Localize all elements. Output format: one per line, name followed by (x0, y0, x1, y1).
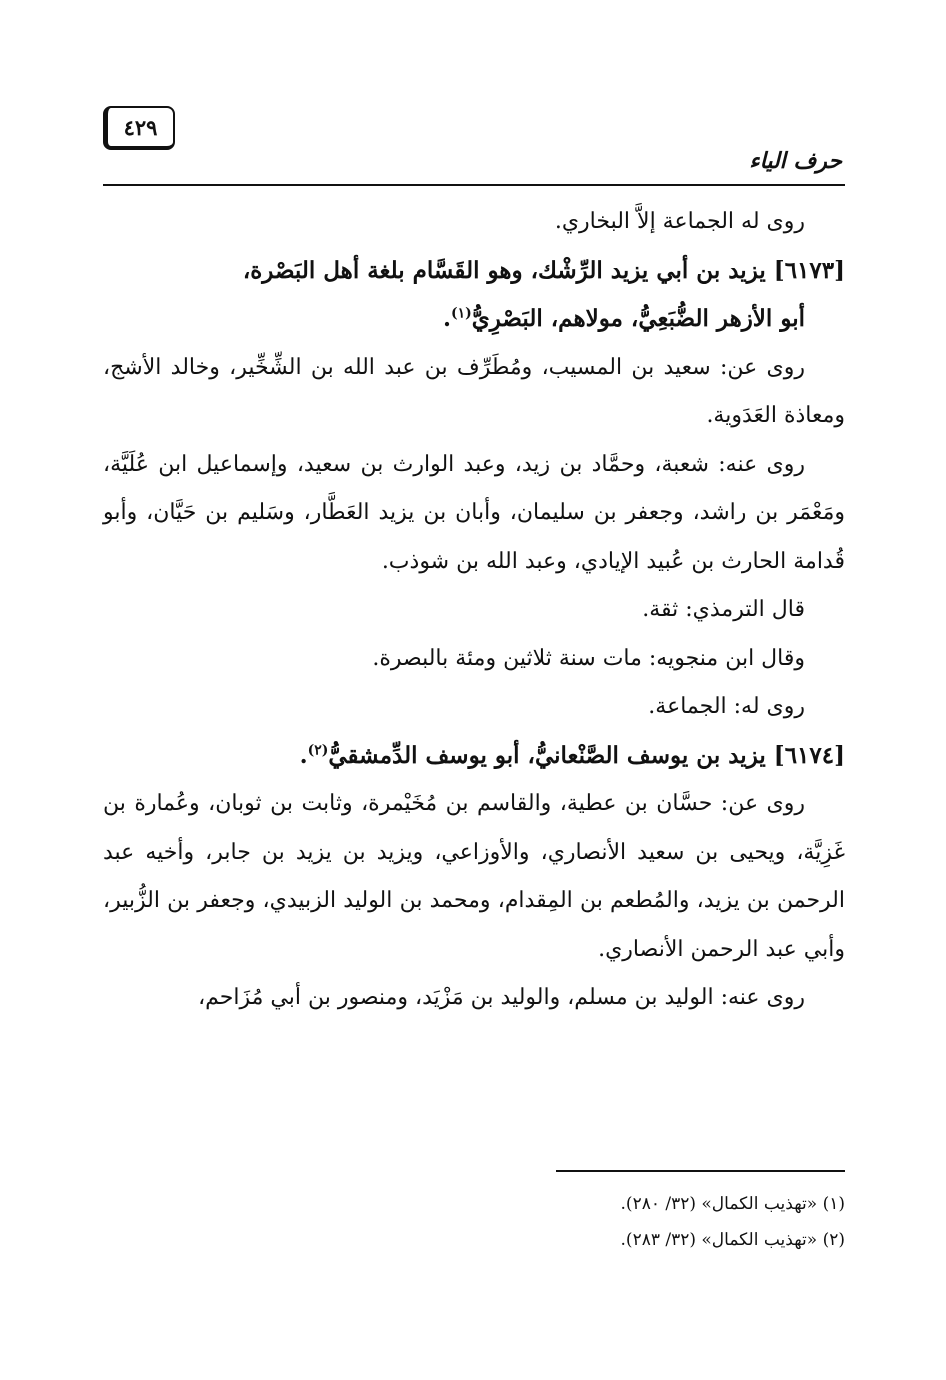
entry-6173-tirmidhi: قال الترمذي: ثقة. (642, 597, 805, 622)
entry-6173-heading-lead: [٦١٧٣] يزيد بن أبي يزيد الرِّشْك، وهو القَسَّام بلغة أهل البَصْرة، (242, 256, 845, 284)
header-rule (103, 184, 845, 186)
footnote-ref-2: (٢) (307, 741, 329, 758)
entry-6174-narrators: روى عنه: الوليد بن مسلم، والوليد بن مَزْيَد، ومنصور بن أبي مُزَاحم، (198, 985, 805, 1010)
main-text (103, 198, 845, 1023)
paragraph-closing-prior-entry: روى له الجماعة إلاَّ البخاري. (554, 209, 805, 234)
entry-6173-ibn-manjawayh: وقال ابن منجويه: مات سنة ثلاثين ومئة بالبصرة. (372, 645, 805, 671)
running-head: حرف الياء (749, 148, 842, 174)
footnote-2: (٢) «تهذيب الكمال» (٣٢/ ٢٨٣). (620, 1230, 845, 1250)
footnote-rule (556, 1170, 845, 1172)
entry-6173-heading-rest: أبو الأزهر الضُّبَعِيُّ، مولاهم، البَصْرِيُّ (471, 305, 805, 332)
entry-6174-narrated-from: روى عن: حسَّان بن عطية، والقاسم بن مُخَيْمرة، وثابت بن ثوبان، وعُمارة بن غَزِيَّة، ويحيى بن سعيد الأنصاري، والأوزاعي، ويزيد بن يزيد بن جابر، وأخيه عبد الرحمن بن يزيد، والمُطعم بن المِقدام، ومحمد بن الوليد الزبيدي، وجعفر بن الزُّبير، وأبي عبد الرحمن الأنصاري. (103, 791, 845, 962)
entry-6173-heading-cont: أبو الأزهر الضُّبَعِيُّ، مولاهم، البَصْرِيُّ$^{(١)}$. (442, 305, 805, 332)
entry-6173-narrators: روى عنه: شعبة، وحمَّاد بن زيد، وعبد الوارث بن سعيد، وإسماعيل ابن عُلَيَّة، ومَعْمَر بن راشد، وجعفر بن سليمان، وأبان بن يزيد العَطَّار، وسَليم بن حَيَّان، وأبو قُدامة الحارث بن عُبيد الإيادي، وعبد الله بن شوذب. (103, 451, 845, 574)
footnote-1: (١) «تهذيب الكمال» (٣٢/ ٢٨٠). (620, 1194, 845, 1214)
entry-6173-heading (103, 247, 845, 296)
entry-6174-heading-lead: [٦١٧٤] يزيد بن يوسف الصَّنْعانيُّ، أبو يوسف الدِّمشقيُّ (328, 741, 845, 769)
footnotes (621, 1186, 845, 1258)
entry-6173-narrated-from: روى عن: سعيد بن المسيب، ومُطَرِّف بن عبد الله بن الشِّخِّير، وخالد الأشج، ومعاذة العَدَوية. (103, 354, 845, 428)
footnote-ref-1: (١) (450, 305, 472, 322)
page-number: ٤٢٩ (103, 106, 175, 150)
entry-6173-narrated-by: روى له: الجماعة. (648, 694, 805, 719)
entry-6174-heading: [٦١٧٤] يزيد بن يوسف الصَّنْعانيُّ، أبو يوسف الدِّمشقيُّ$^{(٢)}$. (299, 741, 845, 769)
